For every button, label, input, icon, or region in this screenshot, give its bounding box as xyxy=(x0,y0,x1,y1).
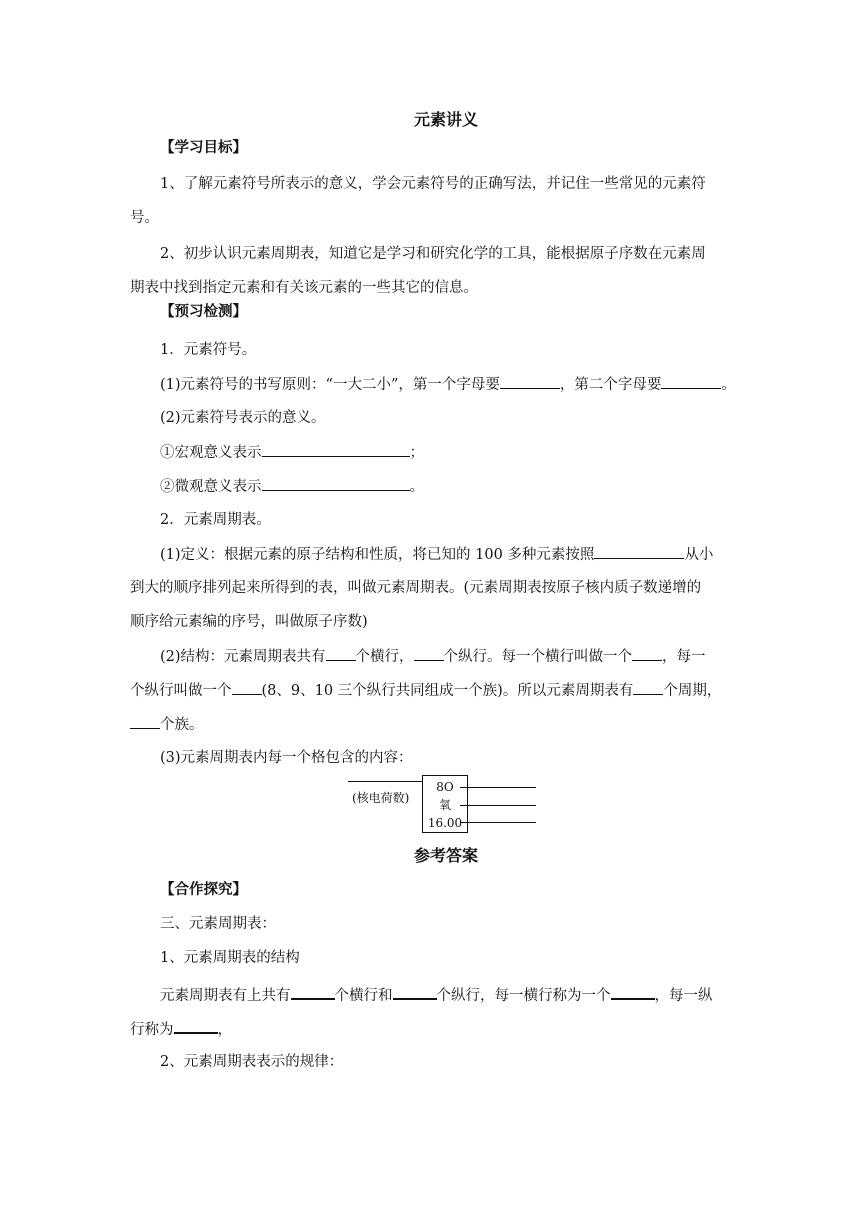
answer-blank[interactable] xyxy=(632,646,662,661)
cell-atomic-mass: 16.00 xyxy=(427,816,463,830)
section-heading-coop: 【合作探究】 xyxy=(160,882,247,898)
diagram-line xyxy=(348,781,422,782)
answer-blank[interactable] xyxy=(633,680,663,695)
question-1-2: (2)元素符号表示的意义。 xyxy=(160,410,326,426)
page-title: 元素讲义 xyxy=(414,110,479,129)
goal-2-line-1: 2、初步认识元素周期表，知道它是学习和研究化学的工具，能根据原子序数在元素周 xyxy=(160,246,706,262)
question-2-1-line-1: (1)定义：根据元素的原子结构和性质，将已知的 100 多种元素按照 从小 xyxy=(160,544,713,565)
cell-number-symbol: 8O xyxy=(436,780,454,794)
section-heading-preview: 【预习检测】 xyxy=(160,304,247,320)
question-2-2-line-2: 个纵行叫做一个 (8、9、10 三个纵行共同组成一个族)。所以元素周期表有 个周期， xyxy=(130,680,721,701)
coop-part-3: 三、元素周期表： xyxy=(160,916,276,932)
answer-blank[interactable] xyxy=(594,544,684,559)
question-2-1-line-2: 到大的顺序排列起来所得到的表，叫做元素周期表。(元素周期表按原子核内质子数递增的 xyxy=(130,580,702,596)
answer-blank[interactable] xyxy=(130,714,160,729)
element-cell xyxy=(422,775,468,833)
answer-blank[interactable] xyxy=(500,374,560,389)
coop-item-2: 2、元素周期表表示的规律： xyxy=(160,1054,344,1070)
element-cell-diagram xyxy=(348,775,540,835)
question-2-2-line-1: (2)结构：元素周期表共有 个横行， 个纵行。每一个横行叫做一个 ，每一 xyxy=(160,646,706,667)
question-2-1-line-3: 顺序给元素编的序号，叫做原子序数) xyxy=(130,614,368,630)
coop-item-1-line-1: 元素周期表有上共有 个横行和 个纵行，每一横行称为一个 ，每一纵 xyxy=(160,984,713,1006)
answer-blank[interactable] xyxy=(414,646,444,661)
diagram-line xyxy=(460,787,536,788)
question-2-2-line-3: 个族。 xyxy=(130,714,204,735)
section-heading-goals: 【学习目标】 xyxy=(160,140,247,156)
answers-title: 参考答案 xyxy=(414,846,479,865)
question-1-2-macro: ①宏观意义表示 ； xyxy=(160,442,424,463)
diagram-label-nuclear-charge: (核电荷数) xyxy=(352,791,410,805)
question-1-2-micro: ②微观意义表示 。 xyxy=(160,476,424,497)
diagram-line xyxy=(460,822,536,823)
answer-blank[interactable] xyxy=(326,646,356,661)
question-2-3: (3)元素周期表内每一个格包含的内容： xyxy=(160,750,413,766)
answer-blank[interactable] xyxy=(393,984,437,1000)
goal-1-line-2: 号。 xyxy=(130,210,159,226)
goal-1-line-1: 1、了解元素符号所表示的意义，学会元素符号的正确写法，并记住一些常见的元素符 xyxy=(160,176,706,192)
answer-blank[interactable] xyxy=(174,1018,218,1034)
coop-item-1-line-2: 行称为 ， xyxy=(130,1018,232,1040)
coop-item-1: 1、元素周期表的结构 xyxy=(160,950,300,966)
question-2-heading: 2．元素周期表。 xyxy=(160,512,271,528)
answer-blank[interactable] xyxy=(611,984,655,1000)
cell-element-name: 氧 xyxy=(438,798,451,812)
answer-blank[interactable] xyxy=(661,374,721,389)
question-1-1: (1)元素符号的书写原则：“一大二小”，第一个字母要 ，第二个字母要 。 xyxy=(160,374,736,395)
answer-blank[interactable] xyxy=(232,680,262,695)
question-1-heading: 1．元素符号。 xyxy=(160,342,257,358)
answer-blank[interactable] xyxy=(291,984,335,1000)
answer-blank[interactable] xyxy=(262,476,410,491)
diagram-line xyxy=(460,805,536,806)
answer-blank[interactable] xyxy=(262,442,410,457)
goal-2-line-2: 期表中找到指定元素和有关该元素的一些其它的信息。 xyxy=(130,280,478,296)
